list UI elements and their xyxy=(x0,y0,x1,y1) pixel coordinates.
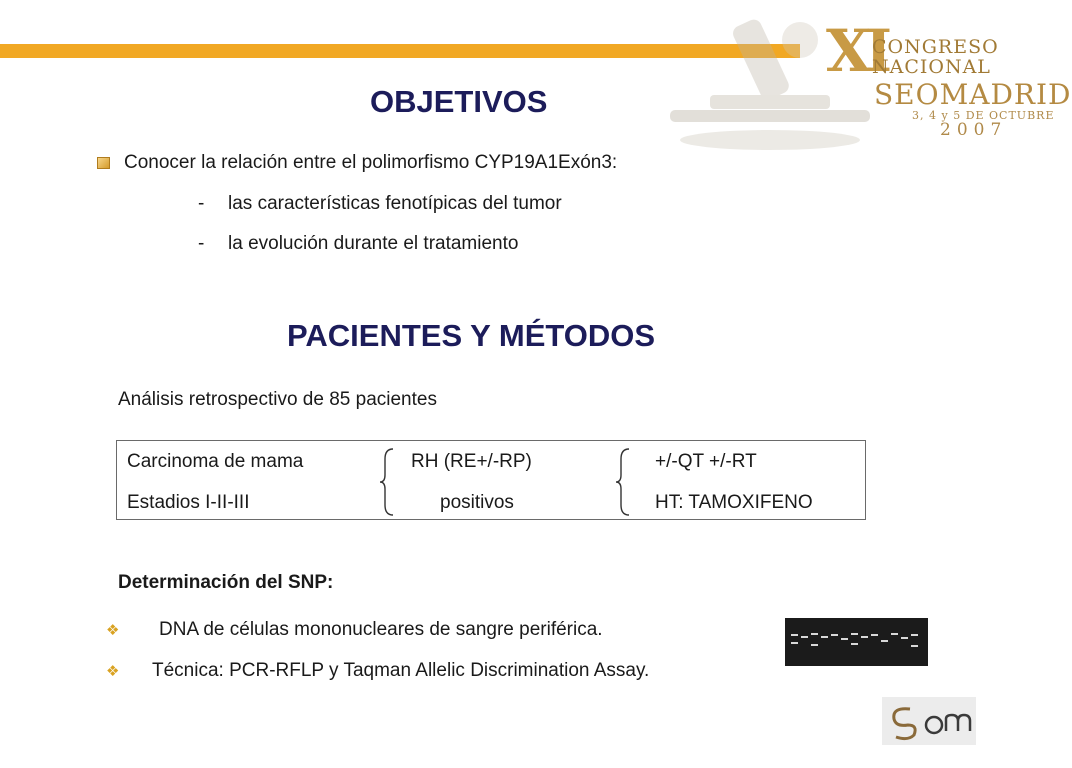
logo-seom-text: SEOMADRID xyxy=(874,78,1072,111)
dash-marker: - xyxy=(198,233,205,254)
dash-marker: - xyxy=(198,193,205,214)
objetivos-sub-item: la evolución durante el tratamiento xyxy=(228,233,519,254)
analisis-text: Análisis retrospectivo de 85 pacientes xyxy=(118,389,437,410)
logo-dates-text: 3, 4 y 5 DE OCTUBRE xyxy=(912,109,1055,122)
snp-item: Técnica: PCR-RFLP y Taqman Allelic Discrimination Assay. xyxy=(152,660,650,681)
logo-nacional-text: NACIONAL xyxy=(872,56,991,78)
criteria-cell: positivos xyxy=(440,492,514,513)
patient-criteria-box xyxy=(116,440,866,520)
snp-heading: Determinación del SNP: xyxy=(118,572,334,593)
criteria-cell: Carcinoma de mama xyxy=(127,451,304,472)
logo-year-text: 2007 xyxy=(940,120,1008,140)
congress-header-logo xyxy=(650,0,1072,150)
square-bullet-icon xyxy=(97,157,110,169)
snp-item: DNA de células mononucleares de sangre periférica. xyxy=(159,619,603,640)
diamond-bullet-icon: ❖ xyxy=(106,622,120,639)
criteria-cell: +/-QT +/-RT xyxy=(655,451,757,472)
logo-xi-numeral: XI xyxy=(826,17,887,85)
objetivos-title: OBJETIVOS xyxy=(370,84,548,119)
criteria-cell: Estadios I-II-III xyxy=(127,492,250,513)
criteria-cell: RH (RE+/-RP) xyxy=(411,451,532,472)
curly-brace-icon xyxy=(615,447,631,517)
objetivos-sub-item: las características fenotípicas del tumor xyxy=(228,193,562,214)
diamond-bullet-icon: ❖ xyxy=(106,663,120,680)
seom-logo xyxy=(882,697,976,745)
objetivos-main-text: Conocer la relación entre el polimorfismo CYP19A1Exón3: xyxy=(124,152,618,173)
curly-brace-icon xyxy=(379,447,395,517)
criteria-cell: HT: TAMOXIFENO xyxy=(655,492,813,513)
metodos-title: PACIENTES Y MÉTODOS xyxy=(287,318,656,353)
logo-congreso-text: CONGRESO xyxy=(872,36,999,58)
gel-electrophoresis-image xyxy=(785,618,928,666)
